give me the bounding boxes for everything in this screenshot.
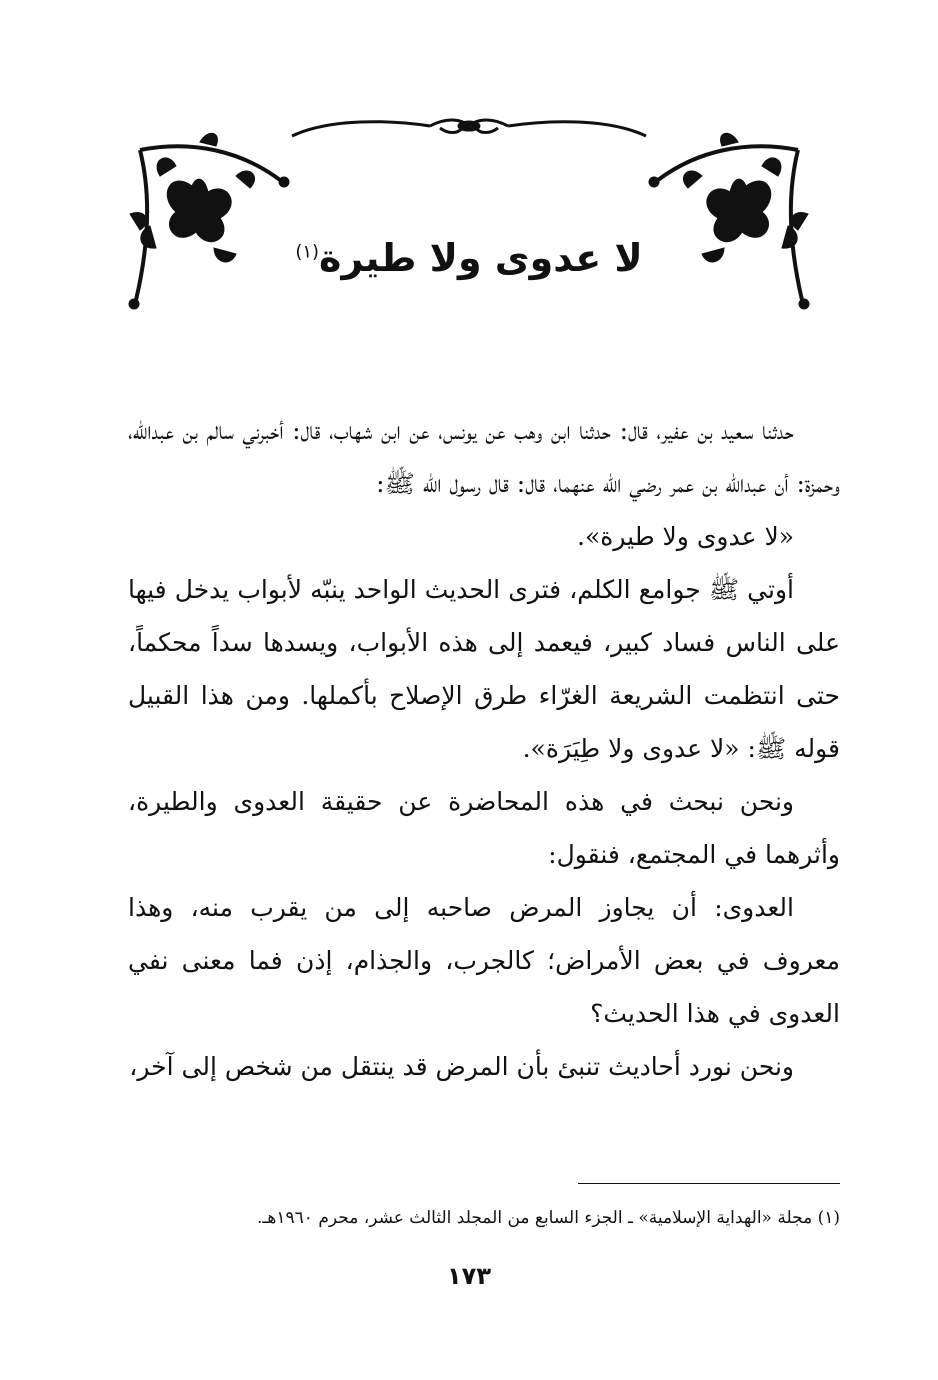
right-corner-ornament (649, 133, 809, 309)
page-number: ١٧٣ (447, 1262, 491, 1290)
chapter-title-text: لا عدوى ولا طيرة (319, 236, 643, 280)
title-footnote-ref: (١) (295, 241, 320, 263)
paragraph-adwa-definition: العدوى: أن يجاوز المرض صاحبه إلى من يقرب منه، وهذا معروف في بعض الأمراض؛ كالجرب، والجذام، إذن فما معنى نفي العدوى في هذا الحديث؟ (128, 893, 840, 1028)
left-corner-ornament (129, 133, 289, 309)
paragraph-isnad: حدثنا سعيد بن عفير، قال: حدثنا ابن وهب عن يونس، عن ابن شهاب، قال: أخبرني سالم بن عبدالله، وحمزة: أن عبدالله بن عمر رضي الله عنهما، قال: قال رسول الله ﷺ: (128, 416, 840, 498)
footnote: (١) مجلة «الهداية الإسلامية» ـ الجزء السابع من المجلد الثالث عشر، محرم ١٩٦٠هـ. (257, 1208, 840, 1228)
chapter-title-block (0, 236, 938, 280)
paragraph-lecture-intro: ونحن نبحث في هذه المحاضرة عن حقيقة العدوى والطيرة، وأثرهما في المجتمع، فنقول: (128, 787, 840, 869)
paragraph-hadith-quote: «لا عدوى ولا طيرة». (577, 522, 794, 551)
body-text (128, 404, 840, 1093)
paragraph-jawami-alkalim: أوتي ﷺ جوامع الكلم، فترى الحديث الواحد ينبّه لأبواب يدخل فيها على الناس فساد كبير، فيعمد إلى هذه الأبواب، ويسدها سداً محكماً، حتى انتظمت الشريعة الغرّاء طرق الإصلاح بأكملها. ومن هذا القبيل قوله ﷺ: «لا عدوى ولا طِيَرَة». (128, 575, 840, 763)
paragraph-hadith-transmission: ونحن نورد أحاديث تنبئ بأن المرض قد ينتقل من شخص إلى آخر، (129, 1052, 794, 1081)
top-swash-ornament (292, 120, 646, 136)
footnote-divider (578, 1183, 840, 1184)
chapter-title (295, 236, 642, 280)
